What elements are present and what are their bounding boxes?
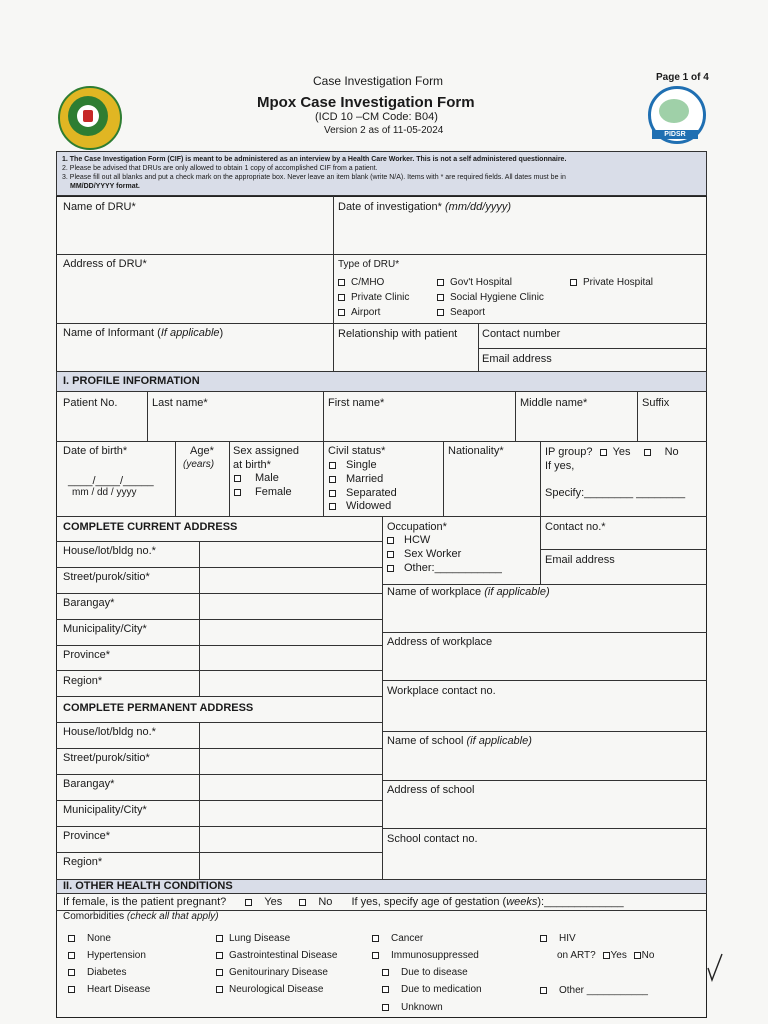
ip-group-question: IP group? Yes No	[545, 446, 679, 458]
email-label: Email address	[545, 554, 615, 566]
checkbox[interactable]	[68, 969, 75, 976]
dob-field[interactable]: ____/____/_____	[68, 475, 154, 487]
checkbox[interactable]	[437, 294, 444, 301]
pregnant-yes-checkbox[interactable]	[245, 899, 252, 906]
workplace-contact-label: Workplace contact no.	[387, 685, 496, 697]
dru-type-cmho[interactable]: C/MHO	[338, 278, 384, 288]
current-city-label: Municipality/City*	[63, 623, 147, 635]
last-name-label: Last name*	[152, 397, 208, 409]
dru-type-private-hospital[interactable]: Private Hospital	[570, 278, 653, 288]
civil-status-label: Civil status*	[328, 445, 386, 457]
checkbox[interactable]	[329, 476, 336, 483]
checkbox[interactable]	[216, 986, 223, 993]
ip-no-checkbox[interactable]	[644, 449, 651, 456]
checkbox[interactable]	[338, 294, 345, 301]
permanent-region-label: Region*	[63, 856, 103, 868]
school-name-label: Name of school (if applicable)	[387, 735, 532, 747]
relationship-label: Relationship with patient	[338, 328, 458, 340]
page-number: Page 1 of 4	[656, 72, 709, 83]
checkbox[interactable]	[329, 503, 336, 510]
checkbox[interactable]	[372, 952, 379, 959]
current-street-label: Street/purok/sitio*	[63, 571, 150, 583]
workplace-address-label: Address of workplace	[387, 636, 493, 648]
immuno-due-to-medication[interactable]: Due to medication	[382, 985, 482, 995]
checkbox[interactable]	[329, 490, 336, 497]
comorb-neurological[interactable]: Neurological Disease	[216, 985, 324, 995]
comorb-diabetes[interactable]: Diabetes	[68, 968, 126, 978]
checkbox[interactable]	[540, 987, 547, 994]
occupation-other[interactable]: Other:___________	[387, 563, 502, 574]
health-section-title: II. OTHER HEALTH CONDITIONS	[63, 880, 233, 892]
occupation-sex-worker[interactable]: Sex Worker	[387, 549, 461, 560]
sex-label-2: at birth*	[233, 459, 271, 471]
checkbox[interactable]	[68, 952, 75, 959]
dru-type-social-hygiene-clinic[interactable]: Social Hygiene Clinic	[437, 293, 544, 303]
comorbidities-label: Comorbidities (check all that apply)	[63, 911, 219, 922]
dob-label: Date of birth*	[63, 445, 128, 457]
current-house-label: House/lot/bldg no.*	[63, 545, 156, 557]
checkbox[interactable]	[68, 935, 75, 942]
checkbox[interactable]	[216, 969, 223, 976]
workplace-name-label: Name of workplace (if applicable)	[387, 586, 550, 598]
civil-separated[interactable]: Separated	[329, 488, 397, 499]
sex-label-1: Sex assigned	[233, 445, 300, 457]
permanent-address-title: COMPLETE PERMANENT ADDRESS	[63, 702, 254, 714]
checkbox[interactable]	[234, 475, 241, 482]
pregnant-no-checkbox[interactable]	[299, 899, 306, 906]
civil-widowed[interactable]: Widowed	[329, 501, 391, 512]
civil-single[interactable]: Single	[329, 460, 377, 471]
checkbox[interactable]	[382, 1004, 389, 1011]
checkbox[interactable]	[234, 489, 241, 496]
dru-type-govt-hospital[interactable]: Gov't Hospital	[437, 278, 512, 288]
contact-no-label: Contact no.*	[545, 521, 606, 533]
occupation-label: Occupation*	[387, 521, 447, 533]
dru-type-label: Type of DRU*	[338, 259, 400, 270]
informant-field[interactable]	[58, 342, 330, 369]
informant-label: Name of Informant (If applicable)	[63, 327, 224, 339]
sex-female[interactable]: Female	[234, 487, 292, 498]
doh-seal-logo	[58, 86, 122, 150]
suffix-label: Suffix	[642, 397, 670, 409]
handwritten-check-mark	[706, 952, 724, 982]
checkbox[interactable]	[338, 309, 345, 316]
comorb-immunosuppressed[interactable]: Immunosuppressed	[372, 951, 479, 961]
dru-name-field[interactable]	[58, 216, 330, 252]
dru-type-airport[interactable]: Airport	[338, 308, 380, 318]
current-province-label: Province*	[63, 649, 111, 661]
icd-code: (ICD 10 –CM Code: B04)	[315, 111, 438, 123]
profile-section-title: I. PROFILE INFORMATION	[63, 375, 200, 387]
dru-type-private-clinic[interactable]: Private Clinic	[338, 293, 409, 303]
checkbox[interactable]	[387, 565, 394, 572]
version: Version 2 as of 11-05-2024	[324, 125, 444, 136]
art-no-checkbox[interactable]	[634, 952, 641, 959]
dru-type-seaport[interactable]: Seaport	[437, 308, 485, 318]
comorb-lung-disease[interactable]: Lung Disease	[216, 934, 290, 944]
current-barangay-label: Barangay*	[63, 597, 115, 609]
checkbox[interactable]	[570, 279, 577, 286]
checkbox[interactable]	[437, 279, 444, 286]
age-label: Age*	[190, 445, 214, 457]
instruction-1: 1. The Case Investigation Form (CIF) is meant to be administered as an interview by a Health Care Worker. This is not a self administered questionnaire.	[62, 156, 567, 163]
immuno-unknown[interactable]: Unknown	[382, 1003, 443, 1013]
permanent-province-label: Province*	[63, 830, 111, 842]
ip-if-yes: If yes,	[545, 460, 575, 472]
dru-address-field[interactable]	[58, 274, 330, 321]
ip-yes-checkbox[interactable]	[600, 449, 607, 456]
checkbox[interactable]	[437, 309, 444, 316]
comorb-cancer[interactable]: Cancer	[372, 934, 423, 944]
first-name-label: First name*	[328, 397, 385, 409]
checkbox[interactable]	[387, 537, 394, 544]
informant-email-label: Email address	[482, 353, 552, 365]
middle-name-label: Middle name*	[520, 397, 588, 409]
checkbox[interactable]	[68, 986, 75, 993]
checkbox[interactable]	[216, 935, 223, 942]
checkbox[interactable]	[387, 551, 394, 558]
dob-format: mm / dd / yyyy	[72, 487, 137, 498]
school-address-label: Address of school	[387, 784, 475, 796]
comorb-gastrointestinal[interactable]: Gastrointestinal Disease	[216, 951, 337, 961]
sex-male[interactable]: Male	[234, 473, 279, 484]
permanent-barangay-label: Barangay*	[63, 778, 115, 790]
current-region-label: Region*	[63, 675, 103, 687]
instruction-4: MM/DD/YYYY format.	[70, 183, 140, 190]
pidsr-label: PIDSR	[652, 130, 698, 139]
comorb-genitourinary[interactable]: Genitourinary Disease	[216, 968, 328, 978]
form-type: Case Investigation Form	[313, 74, 444, 88]
nationality-label: Nationality*	[448, 445, 504, 457]
school-contact-label: School contact no.	[387, 833, 478, 845]
instruction-2: 2. Please be advised that DRUs are only allowed to obtain 1 copy of accomplished CIF from a patient.	[62, 165, 378, 172]
patient-no-label: Patient No.	[63, 397, 118, 409]
civil-married[interactable]: Married	[329, 474, 383, 485]
comorb-other[interactable]: Other ___________	[540, 986, 648, 996]
comorb-heart-disease[interactable]: Heart Disease	[68, 985, 150, 995]
current-address-title: COMPLETE CURRENT ADDRESS	[63, 521, 238, 533]
occupation-hcw[interactable]: HCW	[387, 535, 430, 546]
checkbox[interactable]	[338, 279, 345, 286]
art-yes-checkbox[interactable]	[603, 952, 610, 959]
investigation-date-label: Date of investigation* (mm/dd/yyyy)	[338, 201, 512, 213]
permanent-city-label: Municipality/City*	[63, 804, 147, 816]
pregnant-question: If female, is the patient pregnant? Yes No If yes, specify age of gestation (weeks):_____________	[63, 896, 624, 908]
checkbox[interactable]	[540, 935, 547, 942]
comorb-none[interactable]: None	[68, 934, 111, 944]
permanent-house-label: House/lot/bldg no.*	[63, 726, 156, 738]
comorb-hypertension[interactable]: Hypertension	[68, 951, 146, 961]
informant-contact-label: Contact number	[482, 328, 561, 340]
checkbox[interactable]	[382, 986, 389, 993]
checkbox[interactable]	[329, 462, 336, 469]
comorb-hiv[interactable]: HIV	[540, 934, 576, 944]
age-unit: (years)	[183, 459, 215, 470]
page-title: Mpox Case Investigation Form	[257, 94, 475, 111]
investigation-date-field[interactable]	[336, 216, 704, 252]
instruction-3: 3. Please fill out all blanks and put a check mark on the appropriate box. Never leave an item blank (write N/A). Items with * are required fields. All dates must be in	[62, 174, 566, 181]
checkbox[interactable]	[216, 952, 223, 959]
checkbox[interactable]	[372, 935, 379, 942]
dru-address-label: Address of DRU*	[63, 258, 147, 270]
dru-name-label: Name of DRU*	[63, 201, 136, 213]
immuno-due-to-disease[interactable]: Due to disease	[382, 968, 468, 978]
ip-specify[interactable]: Specify:________ ________	[545, 487, 686, 499]
hiv-on-art: on ART? Yes No	[557, 950, 655, 961]
permanent-street-label: Street/purok/sitio*	[63, 752, 150, 764]
checkbox[interactable]	[382, 969, 389, 976]
